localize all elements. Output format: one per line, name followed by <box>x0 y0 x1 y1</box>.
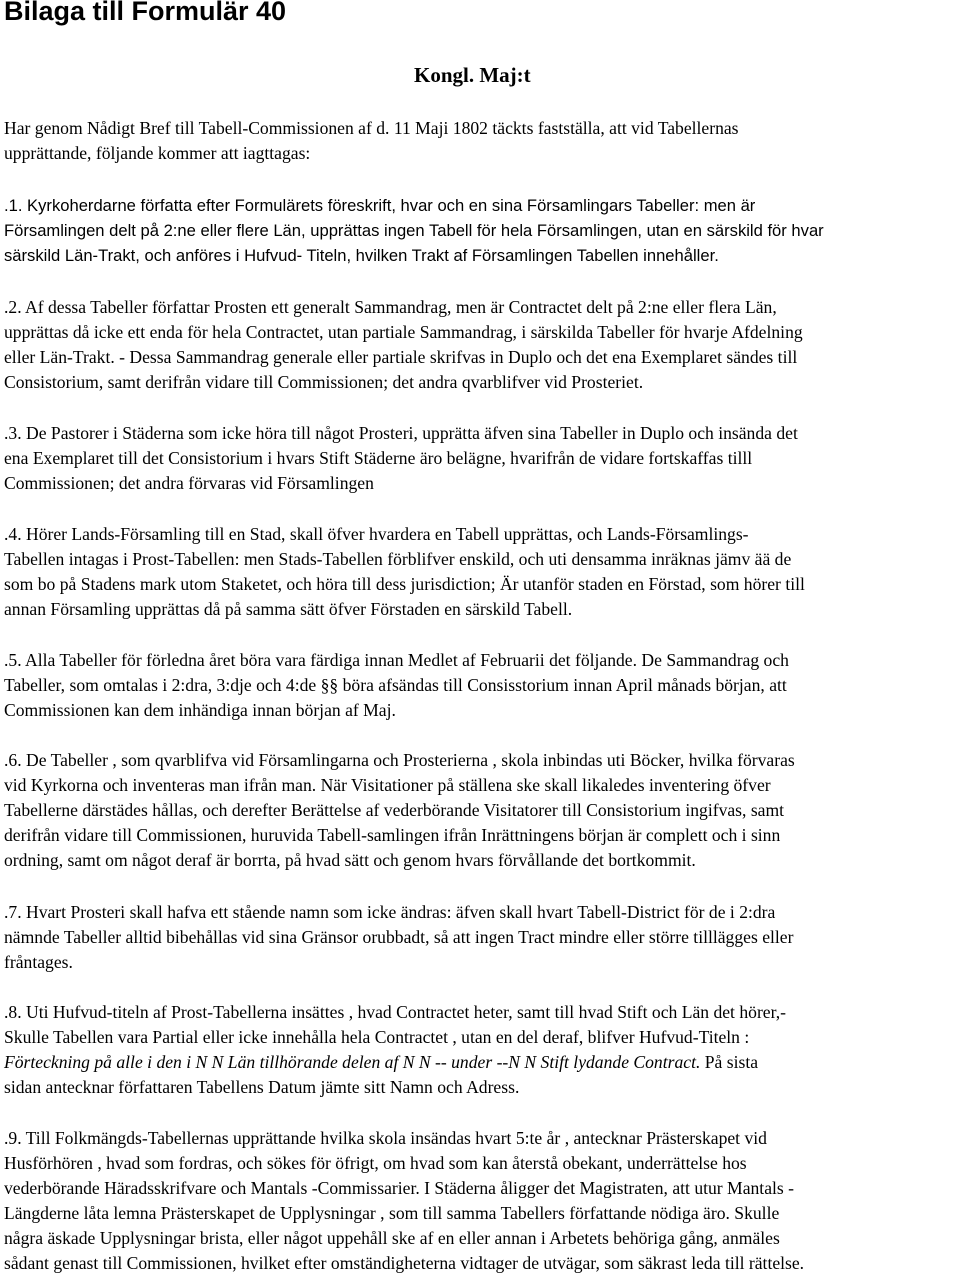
paragraph-line: .3. De Pastorer i Städerna som icke höra till något Prosteri, upprätta äfven sina Tabeller in Duplo och insända det <box>4 423 798 443</box>
section-9-paragraph <box>4 1126 956 1276</box>
paragraph-line: .8. Uti Hufvud-titeln af Prost-Tabellerna insättes , hvad Contractet heter, samt till hvad Stift och Län det hörer,- <box>4 1002 787 1022</box>
paragraph-line: några äskade Upplysningar brista, eller något uppehåll ske af en eller annan i Arbetets behöriga gång, anmäles <box>4 1228 780 1248</box>
paragraph-line: vederbörande Häradsskrifvare och Mantals -Commissarier. I Städerna åligger det Magistraten, att utur Mantals - <box>4 1178 794 1198</box>
paragraph-line: annan Församling upprättas då på samma sätt öfver Förstaden en särskild Tabell. <box>4 599 573 619</box>
section-2-paragraph <box>4 295 956 395</box>
section-3-paragraph <box>4 421 956 496</box>
paragraph-line: .6. De Tabeller , som qvarblifva vid Församlingarna och Prosterierna , skola inbindas uti Böcker, hvilka förvaras <box>4 750 795 770</box>
paragraph-line: .2. Af dessa Tabeller författar Prosten ett generalt Sammandrag, men är Contractet delt på 2:ne eller flera Län, <box>4 297 777 317</box>
intro-paragraph <box>4 116 956 166</box>
paragraph-line: sådant genast till Commissionen, hvilket efter omständigheterna vidtager de utvägar, som säkrast leda till rättelse. <box>4 1253 805 1273</box>
paragraph-line: Skulle Tabellen vara Partial eller icke innehålla hela Contractet , utan en del deraf, blifver Hufvud-Titeln : <box>4 1027 750 1047</box>
intro-line: upprättande, följande kommer att iagttagas: <box>4 143 311 163</box>
section-6-paragraph <box>4 748 956 873</box>
paragraph-line: .9. Till Folkmängds-Tabellernas upprättande hvilka skola insändas hvart 5:te år , antecknar Prästerskapet vid <box>4 1128 767 1148</box>
paragraph-line: som bo på Stadens mark utom Staketet, och höra till dess jurisdiction; Är utanför staden en Förstad, som hörer till <box>4 574 805 594</box>
paragraph-line: Församlingen delt på 2:ne eller flere Län, upprättas ingen Tabell för hela Församlingen, utan en särskild för hvar <box>4 221 824 240</box>
paragraph-line: .7. Hvart Prosteri skall hafva ett stående namn som icke ändras: äfven skall hvart Tabell-District för de i 2:dra <box>4 902 776 922</box>
paragraph-line: .1. Kyrkoherdarne författa efter Formulärets föreskrift, hvar och en sina Församlingars Tabeller: men är <box>4 196 756 215</box>
intro-line: Har genom Nådigt Bref till Tabell-Commissionen af d. 11 Maji 1802 täckts fastställa, att vid Tabellernas <box>4 118 739 138</box>
royal-heading: Kongl. Maj:t <box>414 63 531 87</box>
paragraph-line: Commissionen kan dem inhändiga innan början af Maj. <box>4 700 396 720</box>
paragraph-line: särskild Län-Trakt, och anföres i Hufvud- Titeln, hvilken Trakt af Församlingen Tabellen innehåller. <box>4 246 719 265</box>
paragraph-line: fråntages. <box>4 952 73 972</box>
paragraph-line: ordning, samt om något deraf är borrta, på hvad sätt och genom hvars förvållande det bortkommit. <box>4 850 696 870</box>
paragraph-line: Tabellerne därstädes hållas, och derefter Berättelse af vederbörande Visitatorer till Consistorium ingifvas, samt <box>4 800 785 820</box>
paragraph-line: sidan antecknar författaren Tabellens Datum jämte sitt Namn och Adress. <box>4 1077 520 1097</box>
paragraph-line: Commissionen; det andra förvaras vid Församlingen <box>4 473 374 493</box>
paragraph-line: Längderne låta lemna Prästerskapet de Upplysningar , som till samma Tabellers författande nödiga äro. Skulle <box>4 1203 780 1223</box>
paragraph-line: ena Exemplaret till det Consistorium i hvars Stift Städerne äro belägne, hvarifrån de vidare fortskaffas tilll <box>4 448 753 468</box>
paragraph-line: vid Kyrkorna och inventeras man ifrån man. När Visitationer på ställena ske skall likaledes inventering öfver <box>4 775 771 795</box>
section-7-paragraph <box>4 900 956 975</box>
title-formula-italic: Förteckning på alle i den i N N Län tillhörande delen af N N -- under --N N Stift lydande Contract. <box>4 1052 701 1072</box>
paragraph-line: eller Län-Trakt. - Dessa Sammandrag generale eller partiale skrifvas in Duplo och det ena Exemplaret sändes till <box>4 347 798 367</box>
section-8-paragraph <box>4 1000 956 1100</box>
paragraph-line: derifrån vidare till Commissionen, huruvida Tabell-samlingen ifrån Inrättningens början är complett och i sinn <box>4 825 781 845</box>
paragraph-line: .4. Hörer Lands-Församling till en Stad, skall öfver hvardera en Tabell upprättas, och Lands-Församlings- <box>4 524 749 544</box>
section-1-paragraph <box>4 193 956 268</box>
paragraph-line: upprättas då icke ett enda för hela Contractet, utan partiale Sammandrag, i särskilda Tabeller för hvarje Afdelning <box>4 322 803 342</box>
paragraph-line-mixed <box>4 1050 956 1075</box>
paragraph-line: Tabellen intagas i Prost-Tabellen: men Stads-Tabellen förblifver enskild, och uti densamma inräknas jämv ää de <box>4 549 792 569</box>
document-title: Bilaga till Formulär 40 <box>4 0 287 26</box>
paragraph-line: .5. Alla Tabeller för förledna året böra vara färdiga innan Medlet af Februarii det följande. De Sammandrag och <box>4 650 789 670</box>
paragraph-line: Consistorium, samt derifrån vidare till Commissionen; det andra qvarblifver vid Prosteriet. <box>4 372 644 392</box>
paragraph-line: Husförhören , hvad som fordras, och sökes för öfrigt, om hvad som kan återstå obekant, underrättelse hos <box>4 1153 747 1173</box>
section-4-paragraph <box>4 522 956 622</box>
paragraph-line: nämnde Tabeller alltid bibehållas vid sina Gränsor orubbadt, så att ingen Tract mindre eller större tilllägges eller <box>4 927 794 947</box>
section-5-paragraph <box>4 648 956 723</box>
paragraph-line-tail: På sista <box>700 1052 759 1072</box>
paragraph-line: Tabeller, som omtalas i 2:dra, 3:dje och 4:de §§ böra afsändas till Consisstorium innan April månads början, att <box>4 675 787 695</box>
